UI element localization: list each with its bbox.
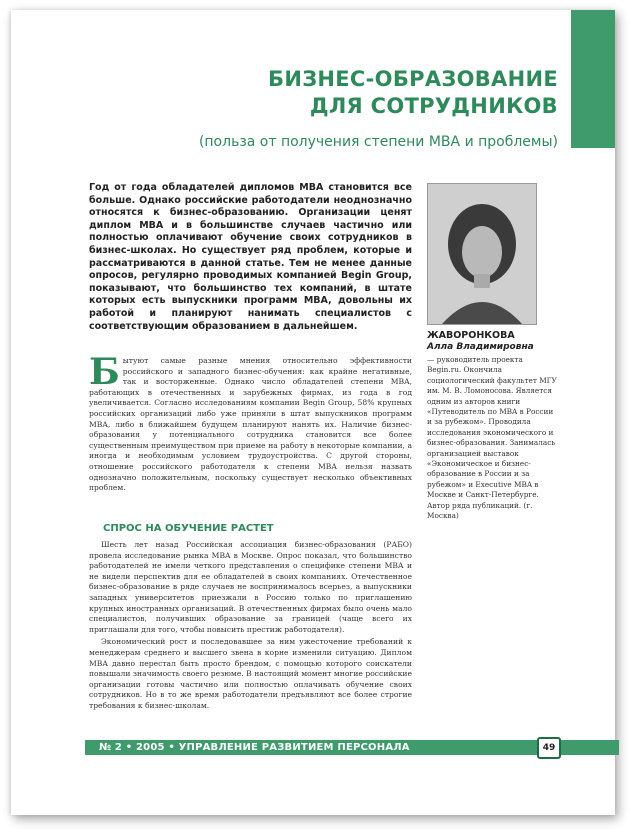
article-subtitle: (польза от получения степени MBA и проблемы) xyxy=(198,134,558,150)
portrait-image xyxy=(428,184,536,324)
section-paragraph-2: Экономический рост и последовавшее за ним ужесточение требований к менеджерам среднего и высшего звена в корне изменили ситуацию. Диплом MBA давно перестал быть просто брендом, с помощью которого соискатели повышали значимость своего резюме. В настоящий момент многие российские организации готовы частично или полностью оплачивать обучение своих сотрудников. Но в то же время работодатели предъявляют все более строгие требования к бизнес-школам. xyxy=(89,637,412,710)
author-info xyxy=(427,330,557,522)
title-line-1: БИЗНЕС-ОБРАЗОВАНИЕ xyxy=(268,67,558,91)
footer-text: № 2 • 2005 • УПРАВЛЕНИЕ РАЗВИТИЕМ ПЕРСОНАЛА xyxy=(99,742,410,753)
author-photo xyxy=(427,183,537,325)
section-body xyxy=(89,540,412,714)
lead-paragraph: Год от года обладателей дипломов MBA становится все больше. Однако российские работодатели неоднозначно относятся к бизнес-образованию. Организации ценят диплом MBA и в большинстве случаев частично или полностью оплачивают обучение своих сотрудников в бизнес-школах. Но существует ряд проблем, которые и рассматриваются в данной статье. Тем не менее данные опросов, регулярно проводимых компанией Begin Group, показывают, что большинство тех компаний, в штате которых есть выпускники программ MBA, довольны их работой и планируют нанимать специалистов с соответствующим образованием в дальнейшем. xyxy=(89,182,412,332)
author-last-name: ЖАВОРОНКОВА xyxy=(427,330,515,341)
author-first-name: Алла Владимировна xyxy=(427,342,534,352)
corner-tab xyxy=(571,10,615,148)
section-paragraph-1: Шесть лет назад Российская ассоциация бизнес-образования (РАБО) провела исследование рынка MBA в Москве. Опрос показал, что большинство работодателей не имели четкого представления о специфике степени MBA и не видели перспектив для ее обладателей в своих компаниях. Отечественное бизнес-образование в ряде случаев не воспринималось всерьез, а выпускники западных университетов приезжали в Россию только по приглашению крупных иностранных организаций. В отечественных фирмах было очень мало специалистов, получивших образование за границей (чаще всего их приглашали для того, чтобы повысить престиж работодателя). xyxy=(89,540,412,634)
footer-bar xyxy=(85,740,619,755)
drop-cap: Б xyxy=(89,351,120,393)
page-number: 49 xyxy=(537,737,561,759)
intro-text: ытуют самые разные мнения относительно эффективности российского и западного бизнес-обучения: как крайне негативные, так и восторженные. Однако число обладателей степени MBA, работающих в отечественных и зарубежных фирмах, из года в год увеличивается. Согласно исследованиям компании Begin Group, 58% крупных российских организаций либо уже приняли в штат выпускников программ MBA, либо в ближайшем будущем планируют нанять их. Наличие бизнес-образования у потенциального сотрудника становится все более существенным преимуществом при приеме на работу в некоторые компании, а иногда и необходимым условием трудоустройства. С другой стороны, отношение российского работодателя к степени MBA нельзя назвать однозначно положительным, поскольку существует несколько объективных проблем. xyxy=(89,356,412,493)
section-heading: СПРОС НА ОБУЧЕНИЕ РАСТЕТ xyxy=(103,523,274,534)
author-bio: — руководитель проекта Begin.ru. Окончила социологический факультет МГУ им. М. В. Ломоносова. Является одним из авторов книги «Путеводитель по MBA в России и за рубежом». Проводила исследования экономического и бизнес-образования. Занималась организацией выставок «Экономическое и бизнес-образование в России и за рубежом» и Executive MBA в Москве и Санкт-Петербурге. Автор ряда публикаций. (г. Москва) xyxy=(427,355,557,521)
title-line-2: ДЛЯ СОТРУДНИКОВ xyxy=(309,94,558,118)
intro-paragraph xyxy=(89,351,412,494)
magazine-page xyxy=(11,10,615,815)
article-title xyxy=(268,66,558,120)
